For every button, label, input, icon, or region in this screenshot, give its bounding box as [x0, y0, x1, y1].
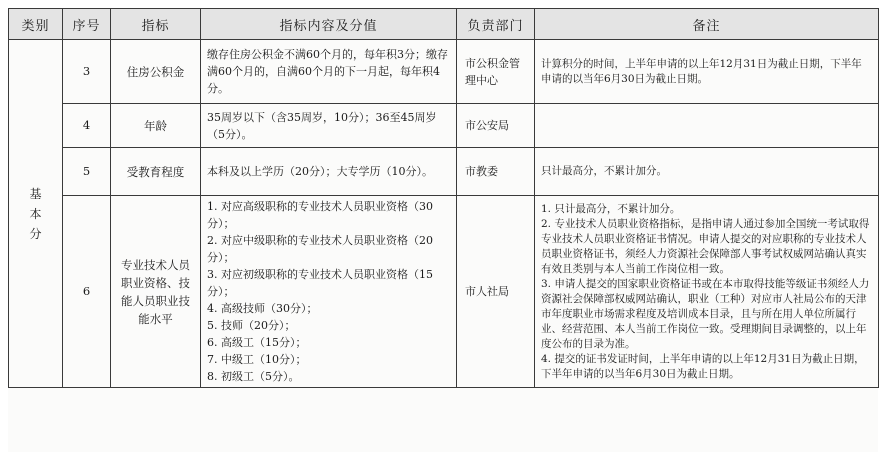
table-row	[9, 148, 879, 196]
indicator-cell: 住房公积金	[111, 40, 201, 104]
content-cell	[201, 104, 457, 148]
header-category: 类别	[9, 9, 63, 40]
remark-line: 1. 只计最高分，不累计加分。	[541, 202, 681, 215]
content-cell	[201, 40, 457, 104]
dept-cell: 市公积金管理中心	[457, 40, 535, 104]
remark-line: 2. 专业技术人员职业资格指标，是指申请人通过参加全国统一考试取得专业技术人员职业资格证书情况。申请人提交的对应职称的专业技术人员职业资格证书，须经人力资源社会保障部人事考试权威网站确认真实有效且类别与本人当前工作岗位相一致。	[541, 217, 870, 275]
header-dept: 负责部门	[457, 9, 535, 40]
content-cell	[201, 148, 457, 196]
remark-cell	[535, 104, 879, 148]
header-row	[9, 9, 879, 40]
remark-cell	[535, 196, 879, 388]
content-line: 2. 对应中级职称的专业技术人员职业资格（20分）；	[207, 234, 433, 264]
table-row	[9, 196, 879, 388]
content-line: 缴存住房公积金不满60个月的，每年积3分；缴存满60个月的，自满60个月的下一月起，每年积4分。	[207, 48, 448, 95]
category-cell	[9, 40, 63, 388]
remark-line: 3. 申请人提交的国家职业资格证书或在本市取得技能等级证书须经人力资源社会保障部权威网站确认，职业（工种）对应市人社局公布的天津市年度职业市场需求程度及培训成本目录，且与所在用人单位所属行业、经营范围、本人当前工作岗位一致。受理期间目录调整的，以上年度公布的目录为准。	[541, 277, 870, 350]
points-table	[8, 8, 879, 388]
header-seq: 序号	[63, 9, 111, 40]
table-row	[9, 40, 879, 104]
content-line: 5. 技师（20分）；	[207, 319, 296, 332]
table-row	[9, 104, 879, 148]
content-line: 8. 初级工（5分）。	[207, 370, 300, 383]
dept-cell: 市人社局	[457, 196, 535, 388]
content-line: 35周岁以下（含35周岁，10分）；36至45周岁（5分）。	[207, 110, 437, 141]
remark-line: 4. 提交的证书发证时间，上半年申请的以上年12月31日为截止日期，下半年申请的以当年6月30日为截止日期。	[541, 352, 865, 380]
content-line: 7. 中级工（10分）；	[207, 353, 307, 366]
content-line: 3. 对应初级职称的专业技术人员职业资格（15分）；	[207, 268, 433, 298]
content-line: 4. 高级技师（30分）；	[207, 302, 318, 315]
header-remark: 备注	[535, 9, 879, 40]
dept-cell: 市教委	[457, 148, 535, 196]
seq-cell: 6	[63, 196, 111, 388]
content-line: 1. 对应高级职称的专业技术人员职业资格（30分）；	[207, 200, 433, 230]
dept-cell: 市公安局	[457, 104, 535, 148]
document-page	[8, 8, 878, 452]
indicator-cell: 受教育程度	[111, 148, 201, 196]
indicator-cell: 年龄	[111, 104, 201, 148]
remark-line: 计算积分的时间，上半年申请的以上年12月31日为截止日期，下半年申请的以当年6月30日为截止日期。	[541, 57, 862, 85]
remark-line: 只计最高分，不累计加分。	[541, 165, 667, 177]
remark-cell	[535, 40, 879, 104]
remark-cell	[535, 148, 879, 196]
seq-cell: 5	[63, 148, 111, 196]
category-label: 基本分	[29, 186, 42, 241]
seq-cell: 4	[63, 104, 111, 148]
content-line: 6. 高级工（15分）；	[207, 336, 307, 349]
content-line: 本科及以上学历（20分）；大专学历（10分）。	[207, 165, 433, 178]
content-cell	[201, 196, 457, 388]
header-content: 指标内容及分值	[201, 9, 457, 40]
seq-cell: 3	[63, 40, 111, 104]
header-indicator: 指标	[111, 9, 201, 40]
indicator-cell: 专业技术人员职业资格、技能人员职业技能水平	[111, 196, 201, 388]
